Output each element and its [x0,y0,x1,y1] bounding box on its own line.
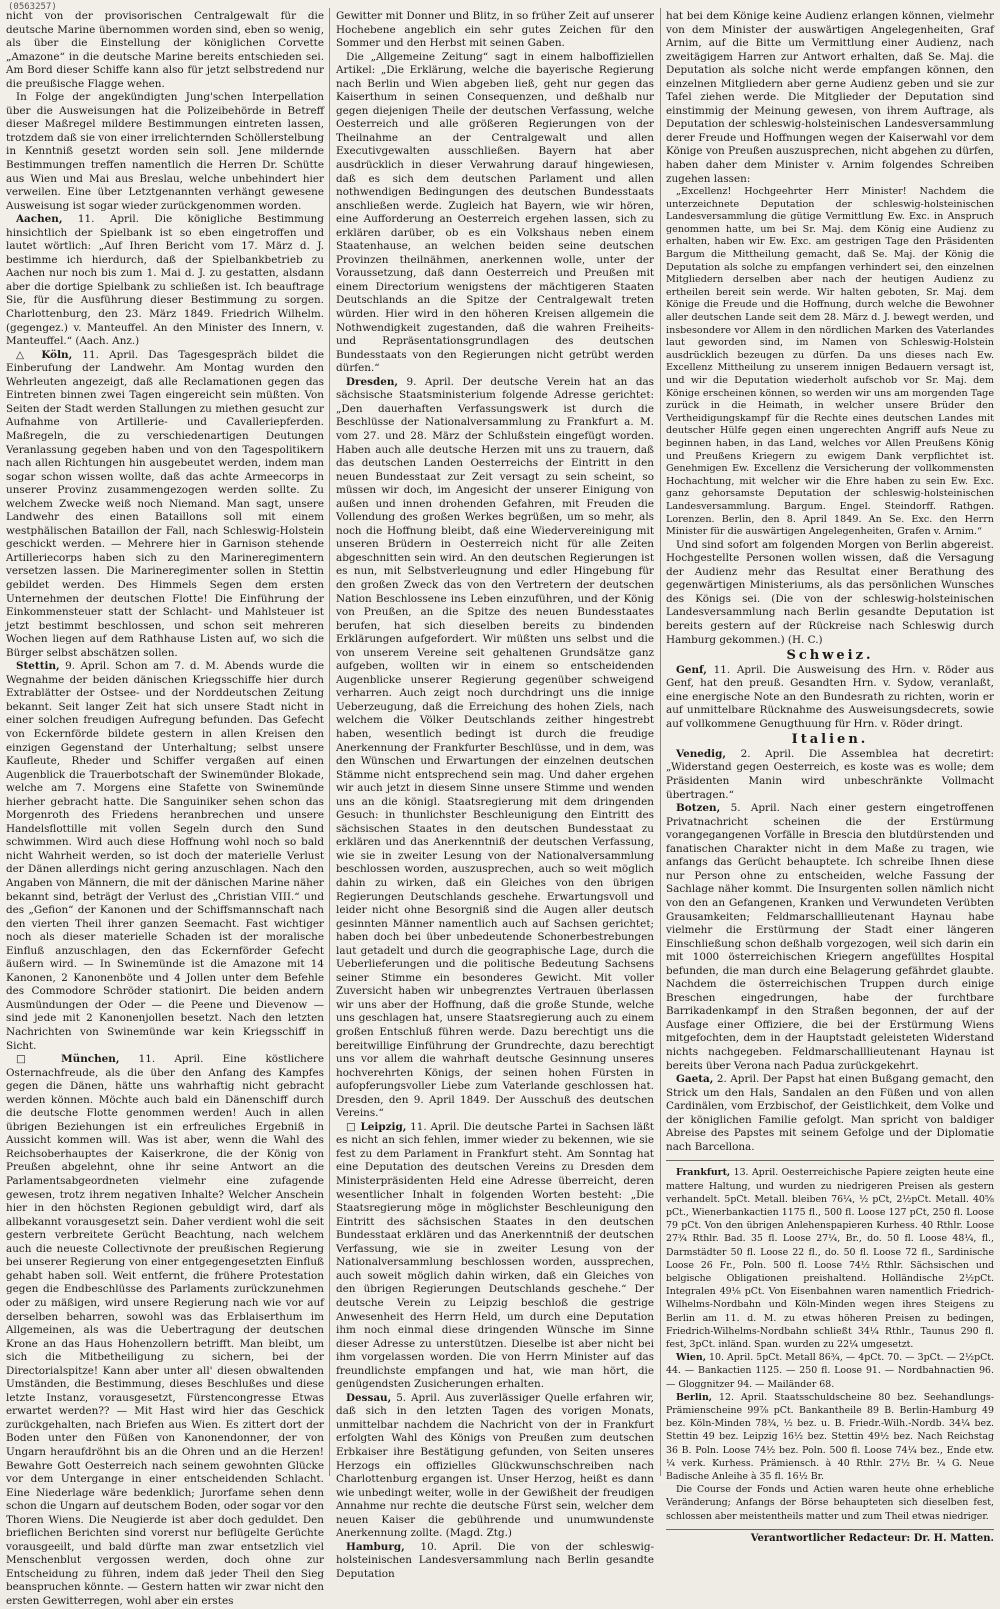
article-body: 13. April. Oesterreichische Papiere zeigten heute eine mattere Haltung, und wurden zu niedrigeren Preisen als gestern verhandelt. 5pCt. Metall. bleiben 76¼, ½ pCt, 2½pCt. Metall. 40⅝ pCt., Wienerbankactien 1175 fl., 500 fl. Loose 127 pCt, 250 fl. Loose 79 pCt. Von den übrigen Anlehenspapieren Kurhess. 40 Rthlr. Loose 27¾ Rthlr. Bad. 35 fl. Loose 27¼, Br., do. 50 fl. Loose 48¼, fl., Darmstädter 50 fl. Loose 22 fl., do. 50 fl. Loose 72 fl., Sardinische Loose 26 Fr., Poln. 500 fl. Loose 74½ Rthlr. Sächsischen und belgische Obligationen preishaltend. Holländische 2½pCt. Integralen 49⅛ pCt. Von Eisenbahnen waren namentlich Friedrich-Wilhelms-Nordbahn und Köln-Minden wegen ihres Steigens zu Berlin am 11. d. M. zu etwas höheren Preisen zu bedingen, Friedrich-Wilhelms-Nordbahn schließt 34¼ Rthlr., Taunus 290 fl. fest, 3pCt. inländ. Span. wurden zu 22¼ umgesetzt. [666,1167,994,1350]
article-paragraph: Die „Allgemeine Zeitung“ sagt in einem halboffiziellen Artikel: „Die Erklärung, welche die bayerische Regierung nach Berlin und Wien abgeben ließ, geht nur gegen das Kaiserthum in seinen Consequenzen, und deßhalb nur gegen diejenigen Theile der deutschen Verfassung, welche Oesterreich und alle größeren Regierungen von der Theilnahme an der Centralgewalt und allen Executivgewalten ausschließen. Bayern hat aber ausdrücklich in dieser Verwahrung darauf hingewiesen, daß es sich dem deutschen Parlament und allen nothwendigen Bedingungen des deutschen Bundesstaats anschließen werde. Zugleich hat Bayern, wie wir hören, eine Aufforderung an Oesterreich ergehen lassen, sich zu erklären darüber, ob es ein Volkshaus neben einem Staatenhause, an welchen beiden seine deutschen Provinzen theilnähmen, anerkennen wolle, unter der Voraussetzung, daß dann Oesterreich und Preußen mit einem Directorium wenigstens der mächtigeren Staaten Deutschlands an die Spitze der Centralgewalt treten würden. Hier wird in den höheren Kreisen allgemein die Nothwendigkeit zugestanden, daß die wahren Freiheits- und Repräsentationsgrundlagen des deutschen Bundesstaats von den Regierungen nicht getrübt werden dürfen.“ [336,50,654,375]
article-body: 5. April. Nach einer gestern eingetroffenen Privatnachricht scheinen die der Erstürmung vorangegangenen Vorfälle in Brescia den blutdürstenden und fanatischen Charakter nicht in dem Maße zu tragen, wie anfangs das Gerücht behauptete. Ich schreibe Ihnen diese nur Person ohne zu entscheiden, welche Fassung der Sachlage näher kommt. Die Insurgenten sollen nämlich nicht von den an Gefangenen, Kranken und Verwundeten Verübten Grausamkeiten; Feldmarschalllieutenant Haynau habe vielmehr die Erstürmung der Stadt einer längeren Einschließung schon deßhalb vorgezogen, weil sich darin ein mit 1000 österreichischen Kriegern angefülltes Hospital befunden, die man durch eine Belagerung gefährdet glaubte. Nachdem die österreichischen Truppen durch einige Breschen eingedrungen, habe der furchtbare Barrikadenkampf in den Straßen begonnen, der auf der Ausfage einer Offiziere, die bei der Erstürmung Wiens mitgefochten, dem in der Hauptstadt geleisteten Widerstand nichts nachgegeben. Feldmarschalllieutenant Haynau ist bereits über Verona nach Padua zurückgekehrt. [666,802,994,1072]
article-paragraph: In Folge der angekündigten Jung'schen Interpellation über die Ausweisungen hat die Polizeibehörde in Betreff dieser Maßregel mildere Bestimmungen eintreten lassen, trotzdem daß sie von einer irrelichternden Schöllerstelbung in Kenntniß gesetzt worden sein soll. Jene mildernde Bestimmungen treffen namentlich die Herren Dr. Schütte aus Wien und Mai aus Breslau, welche unbehindert hier verweilen. Eine über Letztgenannten verhängt gewesene Ausweisung ist sogar wieder zurückgenommen worden. [6,91,324,212]
article-body: 11. April. Die königliche Bestimmung hinsichtlich der Spielbank ist so eben eingetroffen und lautet wörtlich: „Auf Ihren Bericht vom 17. März d. J. bestimme ich hierdurch, daß der Spielbankbetrieb zu Aachen nur noch bis zum 1. Mai d. J. zu gestatten, alsdann aber die dortige Spielbank zu schließen ist. Ich beauftrage Sie, für die Ausführung dieser Bestimmung zu sorgen. Charlottenburg, den 23. März 1849. Friedrich Wilhelm. (gegengez.) v. Manteuffel. An den Minister des Innern, v. Manteuffel.“ (Aach. Anz.) [6,213,324,348]
quoted-letter: „Excellenz! Hochgeehrter Herr Minister! Nachdem die unterzeichnete Deputation der schleswig-holsteinischen Landesversammlung die gütige Vermittlung Ew. Exc. in Anspruch genommen hatte, um bei Sr. Maj. dem König eine Audienz zu erhalten, haben wir Ew. Exc. am gestrigen Tage den Präsidenten Bargum die Mittheilung gemacht, daß Se. Maj. der König die Deputation als solche zu empfangen verhindert sei, den einzelnen Mitgliedern derselben aber nach der heutigen Audienz zu ertheilen bereit sein werde. Wir halten geboten, Sr. Maj. dem Könige die Freude und die Hoffnung, durch welche die Bewohner aller deutschen Lande seit dem 28. März d. J. bewegt werden, und insbesondere vor Allem in den nördlichen Marken des Vaterlandes laut geworden sind, im Namen von Schleswig-Holstein ausdrücklich bezeugen zu dürfen. Da uns dieses nach Ew. Excellenz Mittheilung zu unserem innigen Bedauern versagt ist, und wir die Deputation wiederholt aufschob vor Sr. Maj. dem Könige erscheinen können, so werden wir uns am morgenden Tage zurück in die Heimath, in welcher unsere Brüder den Vertheidigungskampf für die Rechte eines deutschen Landes mit deutscher Hülfe gegen einen ungerechten Angriff aufs Neue zu beginnen haben, in das Land, welches vor Allen Preußens König und Preußens Kriegern zu ewigem Dank verpflichtet ist. Genehmigen Ew. Excellenz die Versicherung der vollkommensten Hochachtung, mit welcher wir die Ehre haben zu sein Ew. Exc. ganz gehorsamste Deputation der schleswig-holsteinischen Landesversammlung. Bargum. Engel. Steindorff. Rathgen. Lorenzen. Berlin, den 8. April 1849. An Se. Exc. den Herrn Minister für die auswärtigen Angelegenheiten, Grafen v. Arnim.“ [666,186,994,538]
article-dresden [336,376,654,1121]
dateline: Stettin, [16,660,60,673]
market-closing: Die Course der Fonds und Actien waren heute ohne erhebliche Veränderung; Anfangs der Börse behaupteten sich dieselben fest, schlossen aber meistentheils matter und zum Theil etwas niedriger. [666,1484,994,1522]
article-genf [666,664,994,732]
dateline: Dessau, [346,1391,392,1404]
dateline: □ Leipzig, [346,1120,407,1133]
dateline: Venedig, [676,747,726,760]
article-body: 2. April. Der Papst hat einen Bußgang gemacht, den Strick um den Hals, Sandalen an den Füßen und von allen Cardinälen, vom Erzbischof, der Geistlichkeit, dem Volke und der königlichen Familie gefolgt. Man spricht von baldiger Abreise des Papstes mit seinem Gefolge und der Diplomatie nach Barcellona. [666,1073,994,1153]
dateline: Aachen, [16,213,63,226]
article-leipzig [336,1121,654,1392]
article-venedig [666,748,994,802]
market-wien [666,1351,994,1391]
dateline: Wien, [676,1352,706,1364]
article-muenchen [6,1053,324,1608]
article-body: 5. April. Aus zuverlässiger Quelle erfahren wir, daß sich in den letzten Tagen des vorigen Monats, unmittelbar nachdem die Nachricht von der in Frankfurt erfolgten Wahl des Königs von Preußen zum deutschen Erbkaiser ihre Bestätigung gefunden, von Seiten unseres Herzogs ein offizielles Glückwunschschreiben nach Charlottenburg ergangen ist. Unser Herzog, heißt es dann wie unbedingt weiter, wolle in der Gewißheit der freudigen Annahme nur rechte die deutsche Fürst sein, welcher dem neuen Kaiser die gebührende und unumwundenste Anerkennung zollte. (Magd. Ztg.) [336,1391,654,1540]
dateline: Berlin, [676,1391,713,1403]
article-body: 11. April. Eine köstlichere Osternachfreude, als die über den Anfang des Kampfes gegen die Dänen, hätte uns wahrhaftig nicht gebracht werden können. Möchte auch bald ein Dänenschiff durch die deutsche Flotte genommen werden! Auch in allen übrigen Beziehungen ist ein erfreuliches Ergebniß in Aussicht kommen will. Was ist aber, wenn die Wahl des Reichsoberhauptes der Kaiserkrone, die der König von Preußen abgelehnt, ohne ihr seine Antwort an die Parlamentsabgeordneten vielmehr eine zufagende gewesen, trotz ihrem negativen Inhalte? Welcher Anschein hier in den höchsten Regionen gebuldigt wird, darf als allbekannt vorausgesetzt sein. Daher verdient wohl die seit gestern verbreitete Gerücht Beachtung, nach welchem auch die neueste Collectivnote der preußischen Regierung bei unserer Regierung von einer entgegengesetzten Einfluß gehabt haben soll. Weit entfernt, die frühere Protestation gegen die Endbeschlüsse des Parlaments zurückzunehmen oder zu mäßigen, wird unsere Regierung nach wie vor auf derselben beharren, sowohl was das Erblaiserthum im Allgemeinen, als was die Uebertragung der deutschen Krone an das Haus Hohenzollern betrifft. Man bleibt, um sich die Mitbetheiligung zu sichern, bei der Directorialspitze! Kann aber unter all' diesen obwaltenden Umständen, die Bestimmung, dieses Beschlußes und diese letzte Instanz, vorausgesetzt, Fürstencongresse Etwas erwartet werden?? — Mit Hast wird hier das Geschick zurückgehalten, nach Briefen aus Wien. Es zittert dort der Boden unter den Füßen von Kanonendonner, der von Ungarn heraufdröhnt bis an die Ohren und an die Herzen! Bewahre Gott Oesterreich nach seinem gewohnten Glücke vor dem Untergange in einer entscheidenden Schlacht. Eine Niederlage wäre bedenklich; Jurorfame sehen denn schon die Ungarn auf deutschem Boden, oder sogar vor den Thoren Wiens. Die Neugierde ist aber doch geduldet. Den brieflichen Berichten sind vorerst nur beflügelte Gerüchte vorausgeeilt, und bald dürfte man zwar entsetzlich viel Menschenblut vergossen werden, doch ohne zur Entscheidung zu führen, indem daß jeder Theil den Sieg beanspruchen könnte. — Gestern hatten wir zwar nicht den ersten Gewitterregen, wohl aber ein erstes [6,1053,324,1607]
column-right [666,10,994,1544]
article-body: 11. April. Die deutsche Partei in Sachsen läßt es nicht an sich fehlen, immer wieder zu bekennen, wie sie fest zu dem Parlament in Frankfurt steht. Am Sonntag hat eine Deputation des deutschen Vereins zu Dresden dem Ministerpräsidenten Held eine Adresse überreicht, deren wesentlicher Inhalt in folgenden Worten besteht: „Die Staatsregierung möge in möglichster Beschleunigung den Eintritt des sächsischen Staates in den deutschen Bundesstaat erklären und das Anerkenntniß der deutschen Verfassung, wie sie in zweiter Lesung von der Nationalversammlung beschlossen worden, aussprechen, auch soweit möglich dahin wirken, daß ein Gleiches von den übrigen Regierungen Deutschlands geschehe.“ Der deutsche Verein zu Leipzig beschloß die gestrige Anwesenheit des Herrn Held, um durch eine Deputation ihm noch einmal diese dringenden Wünsche im Sinne dieser Adresse zu unterstützen. Dieselbe ist aber nicht bei ihm vorgelassen worden. Die von Herrn Minister auf das freundlichste empfangen und hat, wie man hört, die genügendsten Zusicherungen erhalten. [336,1120,654,1391]
article-body: 12. April. Staatsschuldscheine 80 bez. Seehandlungs-Prämienscheine 99⅞ pCt. Bankantheile 89 B. Berlin-Hamburg 49 bez. Köln-Minden 78¾, ½ bez. u. B. Friedr.-Wilh.-Nordb. 34¼ bez. Stettin 49 bez. Leipzig 16½ bez. Stettin 49½ bez. Nach Reichstag 36 B. Poln. Loose 74½ bez. Poln. 500 fl. Loose 74¼ bez., Ende etw. ¼ verk. Kurhess. Prämiensch. à 40 Rthlr. 27½ Br. ¼ G. Neue Badische Anleihe à 35 fl. 16½ Br. [666,1391,994,1483]
dateline: □ München, [16,1053,120,1066]
page-id-stamp: (0563257) [8,2,57,12]
section-heading-schweiz: Schweiz. [786,648,874,664]
article-paragraph: hat bei dem Könige keine Audienz erlangen können, vielmehr von dem Minister der auswärtigen Angelegenheiten, Graf Arnim, auf die Bitte um Vermittlung einer Audienz, nach zweitägigem Harren zur Antwort erhalten, daß Se. Maj. die Deputation als solche nicht werde empfangen können, den einzelnen Mitgliedern aber gerne Audienz geben und sie zur Tafel ziehen werde. Die Mitglieder der Deputation sind einstimmig der Meinung gewesen, von ihrem Auftrage, als Deputation der schleswig-holsteinischen Landesversammlung derer Freude und Hoffnungen wegen der Kaiserwahl vor dem Könige von Preußen auszusprechen, nicht abgehen zu dürfen, haben daher dem Minister v. Arnim folgendes Schreiben zugehen lassen: [666,10,994,185]
dateline: △ Köln, [16,348,73,361]
article-body: 9. April. Der deutsche Verein hat an das sächsische Staatsministerium folgende Adresse gerichtet: „Den dauerhaften Verfassungswerk ist durch die Beschlüsse der Nationalversammlung zu Frankfurt a. M. vom 27. und 28. März der Schlußstein eingefügt worden. Haben auch alle deutsche Herzen mit uns zu trauern, daß das deutschen Landen Oesterreichs der Eintritt in den neuen Bundesstaat zur Zeit versagt zu sein scheint, so müssen wir doch, im Angesicht der unserer Einigung von außen und innen drohenden Gefahren, mit Freuden die Vollendung des großen Werkes begrüßen, um so mehr, als noch die Hoffnung bleibt, daß eine Wiedervereinigung mit unseren Brüdern in Oesterreich nicht für alle Zeiten abgeschnitten sein wird. An den deutschen Regierungen ist es nun, mit Selbstverleugnung und edler Hingebung für den großen Zweck das von den Vertretern der deutschen Nation Beschlossene ins Leben einzuführen, und der König von Preußen, an die Spitze des neuen Bundesstaates berufen, hat sich dieselben bereits zu bindenden Erklärungen aufgefordert. Wir müßten uns selbst und die von unserem Vereine seit gehaltenen Grundsätze ganz aufgeben, wollten wir in einem so entscheidenden Augenblicke unserer Regierung gegenüber schweigend verharren. Auch zeigt noch durchdringt uns die innige Ueberzeugung, daß die Erreichung des hohen Ziels, nach welchem die Völker Deutschlands zeither hingestrebt haben, wesentlich bedingt ist durch die freudige Anerkennung der Frankfurter Beschlüsse, und in dem, was den Wünschen und Erwartungen der einzelnen deutschen Stämme nicht entsprechend sein mag. Und daher ergehen wir auch jetzt in diesem Sinne unsere Stimme und wenden uns an die königl. Staatsregierung mit dem dringenden Gesuch: in thunlichster Beschleunigung den Eintritt des sächsischen Staates in den deutschen Bundesstaat zu erklären und das Anerkenntniß der deutschen Verfassung, wie sie in zweiter Lesung von der Nationalversammlung beschlossen worden, auszusprechen, auch so weit möglich dahin zu wirken, daß ein Gleiches von den übrigen Regierungen Deutschlands geschehe. Erwartungsvoll und leider nicht ohne Besorgniß sind die Augen aller deutsch gesinnten Männer namentlich auch auf Sachsen gerichtet; haben doch bei über unbedeutende Schonerbestrebungen laut getadelt und durch die geographische Lage, durch die Ueberlieferungen und die politische Bedeutung Sachsens seiner Stimme ein besonderes Gewicht. Mit voller Zuversicht haben wir unbegrenztes Vertrauen überlassen wir uns aber der Hoffnung, daß die große Stunde, welche uns geschlagen hat, unsere Staatsregierung auch zu einem großen Entschluß führen werde. Dazu berechtigt uns die bereitwillige Einführung der Grundrechte, dazu berechtigt uns vor allem die wahrhaft deutsche Gesinnung unseres hochverehrten Königs, der seinen hohen Fürsten in aufopferungsvoller Liebe zum Vaterlande geschlossen hat. Dresden, den 9. April 1849. Der Ausschuß des deutschen Vereins.“ [336,375,654,1120]
section-divider [666,1160,994,1161]
market-berlin [666,1391,994,1483]
column-rule [329,8,330,1476]
article-paragraph: nicht von der provisorischen Centralgewalt für die deutsche Marine übernommen worden sind, eben so wenig, als über die Einstellung der königlichen Corvette „Amazone“ in die deutsche Marine bereits entschieden sei. Am Bord dieser Schiffe kann also für jetzt selbstredend nur die preußische Flagge wehen. [6,10,324,90]
article-body: 11. April. Die Ausweisung des Hrn. v. Röder aus Genf, hat den preuß. Gesandten Hrn. v. Sydow, veranlaßt, eine energische Note an den Bundesrath zu richten, worin er auf unmittelbare Rücknahme des Ausweisungsdecrets, sowie auf vollkommene Genugthuung für Hrn. v. Röder dringt. [666,663,994,730]
section-heading-italien: Italien. [791,732,869,748]
dateline: Gaeta, [676,1073,714,1086]
article-body: 11. April. Das Tagesgespräch bildet die Einberufung der Landwehr. Am Montag wurden den Wehrleuten angezeigt, daß alle Reclamationen gegen das Eintreten binnen zwei Tagen eingereicht sein müßten. Von Seiten der Stadt werden Stallungen zu miethen gesucht zur Aufnahme von Artillerie- und Cavalleriepferden. Maßregeln, die zu verschiedenartigen Deutungen Veranlassung gegeben haben und von den Tagespolitikern nach allen Richtungen hin ausgebeutet werden, indem man sogar schon wissen wollte, daß das achte Armeecorps in unserer Provinz zusammengezogen werden sollte. Zu welchem Zwecke weiß noch Niemand. Man sagt, unsere Landwehr des einen Bataillons soll mit einem westphälischen Bataillon der Fall, nach Schleswig-Holstein geschickt werden. — Mehrere hier in Garnison stehende Artilleriecorps haben sich zu den Marineregimentern versetzen lassen. Die Marineregimenter sollen in Stettin gebildet werden. Des Himmels Segen dem ersten Unternehmen der deutschen Flotte! Die Einführung der Einkommensteuer statt der Schlacht- und Mahlsteuer ist jetzt bestimmt beschlossen, und schon seit mehreren Wochen liegen auf dem Rathhause Listen auf, wo sich die Bürger selbst abschätzen sollen. [6,348,324,659]
dateline: Dresden, [346,375,398,388]
dateline: Frankfurt, [676,1167,731,1179]
article-aachen [6,213,324,348]
article-paragraph: Gewitter mit Donner und Blitz, in so früher Zeit auf unserer Hochebene angeblich ein sehr gutes Zeichen für den Sommer und den Herbst mit seinen Gaben. [336,10,654,50]
column-middle [336,10,654,1580]
article-body: 10. April. Die von der schleswig-holsteinischen Landesversammlung nach Berlin gesandte Deputation [336,1540,654,1580]
article-paragraph: Und sind sofort am folgenden Morgen von Berlin abgereist. Hochgestellte Personen wollen wissen, daß die Versagung der Audienz mehr das Resultat einer Berathung des gegenwärtigen Ministeriums, als das persönlichen Wunsches des Königs sei. (Die von der schleswig-holsteinischen Landesversammlung nach Berlin gesandte Deputation ist bereits gestern auf der Rückreise nach Schleswig durch Hamburg gekommen.) (H. C.) [666,538,994,646]
article-gaeta [666,1073,994,1154]
column-left [6,10,324,1607]
article-body: 9. April. Schon am 7. d. M. Abends wurde die Wegnahme der beiden dänischen Kriegsschiffe hier durch Extrablätter der Ostsee- und der Norddeutschen Zeitung bekannt. Seit langer Zeit hat sich unsere Stadt nicht in einer solchen freudigen Aufregung befunden. Das Gefecht von Eckernförde bildete gestern in allen Kreisen den einzigen Gegenstand der Unterhaltung; selbst unsere Kaufleute, Rheder und Schiffer vergaßen auf einen Augenblick die Trauerbotschaft der Swinemünder Blokade, welche am 7. Morgens eine Stafette von Swinemünde hierher gebracht hatte. Die Sanguiniker sehen schon das Morgenroth des Friedens heranbrechen und unsere Handelsflottille mit vollen Segeln durch den Sund schwimmen. Wird auch diese Hoffnung wohl noch so bald nicht Wahrheit werden, so ist doch der materielle Verlust der Dänen allerdings nicht gering anzuschlagen. Nach den Angaben von Männern, die mit der dänischen Marine näher bekannt sind, beträgt der Verlust des „Christian VIII.“ und des „Gefion“ der Kanonen und der Schiffsmannschaft nach den vierten Theil ihrer ganzen Seemacht. Fast wichtiger noch als dieser materielle Schaden ist der moralische Einfluß anzuschlagen, den das Eckernförder Gefecht äußern wird. — In Swinemünde ist die Amazone mit 14 Kanonen, 2 Kanonenböte und 4 Jollen unter dem Befehle des Commodore Schröder stationirt. Die beiden andern Ausmündungen der Oder — die Peene und Dievenow — sind jede mit 2 Kanonenjollen besetzt. Nach den letzten Nachrichten von Swinemünde war kein Kriegsschiff in Sicht. [6,660,324,1052]
editor-signature: Verantwortlicher Redacteur: Dr. H. Matten. [666,1529,994,1546]
dateline: Botzen, [676,802,721,815]
article-body: 10. April. 5pCt. Metall 86¾, — 4pCt. 70. — 3pCt. — 2½pCt. 44. — Bankactien 1125. — 250 fl. Loose 91. — Nordbahnactien 96. — Gloggnitzer 94. — Mailänder 68. [666,1352,994,1390]
article-botzen [666,802,994,1073]
article-stettin [6,660,324,1053]
dateline: Hamburg, [346,1540,405,1553]
article-dessau [336,1392,654,1541]
column-rule [660,8,661,1476]
article-hamburg [336,1541,654,1582]
dateline: Genf, [676,663,707,676]
market-frankfurt [666,1166,994,1351]
article-koeln [6,349,324,661]
article-body: 2. April. Die Assemblea hat decretirt: „Widerstand gegen Oesterreich, es koste was es wolle; dem Präsidenten Manin wird unbeschränkte Vollmacht übertragen.“ [666,747,994,801]
